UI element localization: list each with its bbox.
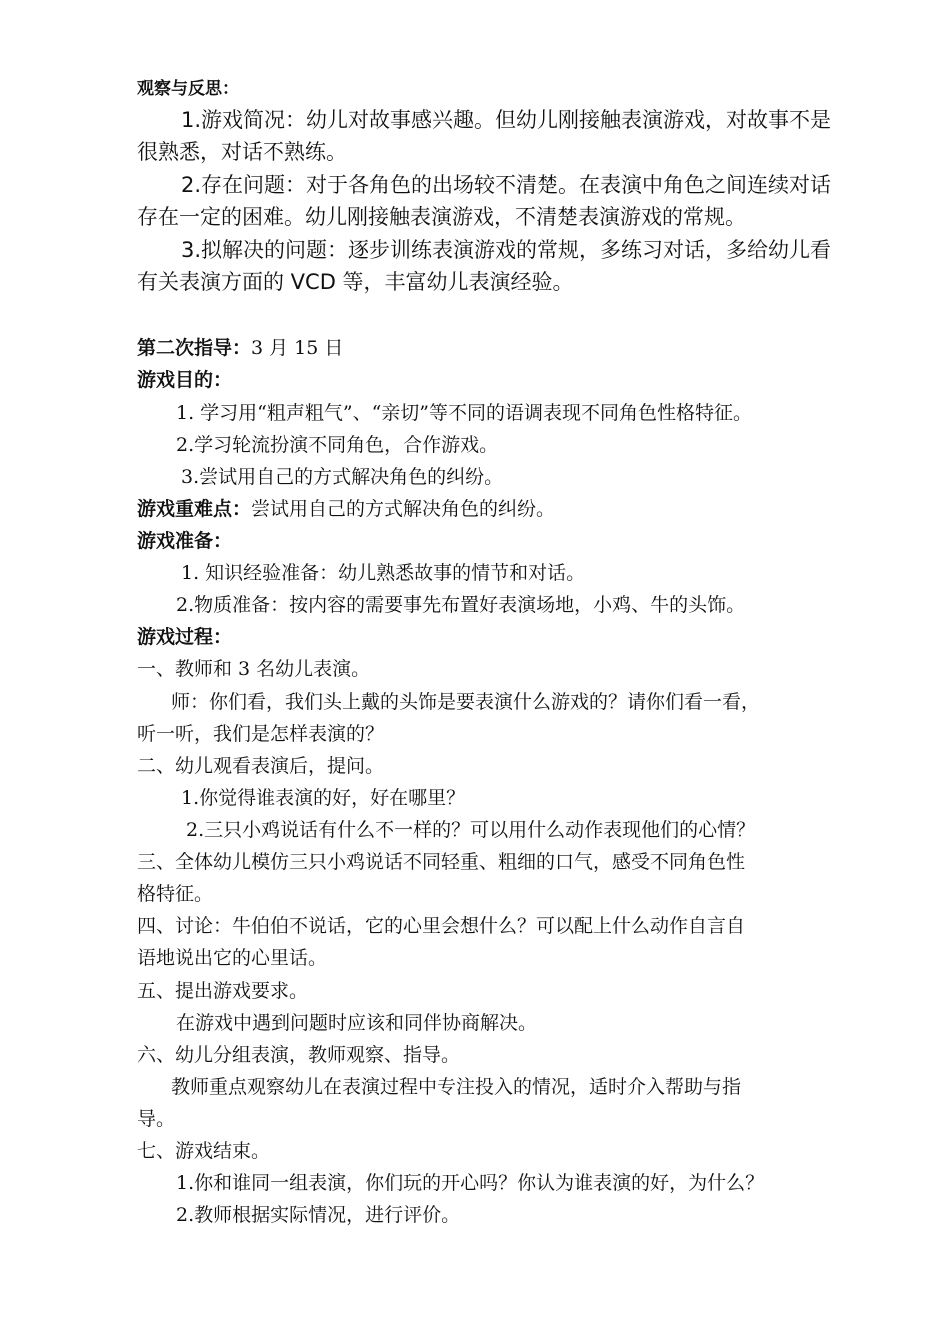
key-point-line xyxy=(137,494,555,521)
prep-item-2: 2.物质准备：按内容的需要事先布置好表演场地，小鸡、牛的头饰。 xyxy=(176,594,746,616)
step-5-text: 在游戏中遇到问题时应该和同伴协商解决。 xyxy=(176,1012,538,1034)
step-4-line2: 语地说出它的心里话。 xyxy=(137,947,328,969)
step-1: 一、教师和 3 名幼儿表演。 xyxy=(137,658,371,680)
step-7-question-1: 1.你和谁同一组表演，你们玩的开心吗？你认为谁表演的好，为什么？ xyxy=(176,1172,765,1194)
goal-item-2: 2.学习轮流扮演不同角色，合作游戏。 xyxy=(176,434,499,456)
step-7-question-2: 2.教师根据实际情况，进行评价。 xyxy=(176,1204,461,1226)
step-2-question-2: 2.三只小鸡说话有什么不一样的？可以用什么动作表现他们的心情？ xyxy=(186,819,756,841)
step-2: 二、幼儿观看表演后，提问。 xyxy=(137,755,385,777)
reflection-heading: 观察与反思： xyxy=(137,79,239,99)
reflection-p3-line2: 有关表演方面的 VCD 等，丰富幼儿表演经验。 xyxy=(137,270,574,294)
reflection-p3-line1: 3.拟解决的问题：逐步训练表演游戏的常规，多练习对话，多给幼儿看 xyxy=(181,238,832,262)
key-point-text: 尝试用自己的方式解决角色的纠纷。 xyxy=(251,498,556,520)
step-2-question-1: 1.你觉得谁表演的好，好在哪里？ xyxy=(181,787,466,809)
second-guidance-heading xyxy=(137,333,343,360)
step-6-line1: 教师重点观察幼儿在表演过程中专注投入的情况，适时介入帮助与指 xyxy=(171,1076,742,1098)
step-6: 六、幼儿分组表演，教师观察、指导。 xyxy=(137,1044,461,1066)
prep-heading: 游戏准备： xyxy=(137,530,233,552)
step-1-line1: 师：你们看，我们头上戴的头饰是要表演什么游戏的？请你们看一看， xyxy=(171,691,761,713)
reflection-p1-line2: 很熟悉，对话不熟练。 xyxy=(137,140,347,164)
reflection-p1-line1: 1.游戏简况：幼儿对故事感兴趣。但幼儿刚接触表演游戏，对故事不是 xyxy=(181,108,832,132)
process-heading: 游戏过程： xyxy=(137,626,233,648)
prep-item-1: 1. 知识经验准备：幼儿熟悉故事的情节和对话。 xyxy=(181,562,586,584)
step-5: 五、提出游戏要求。 xyxy=(137,980,309,1002)
second-guidance-label: 第二次指导： xyxy=(137,337,252,359)
step-3-line1: 三、全体幼儿模仿三只小鸡说话不同轻重、粗细的口气，感受不同角色性 xyxy=(137,851,746,873)
goal-item-1: 1. 学习用“粗声粗气”、“亲切”等不同的语调表现不同角色性格特征。 xyxy=(176,402,753,424)
key-point-label: 游戏重难点： xyxy=(137,498,252,520)
step-7: 七、游戏结束。 xyxy=(137,1140,271,1162)
step-4-line1: 四、讨论：牛伯伯不说话，它的心里会想什么？可以配上什么动作自言自 xyxy=(137,915,746,937)
goal-heading: 游戏目的： xyxy=(137,369,233,391)
step-6-line2: 导。 xyxy=(137,1108,176,1130)
reflection-p2-line1: 2.存在问题：对于各角色的出场较不清楚。在表演中角色之间连续对话 xyxy=(181,173,832,197)
reflection-p2-line2: 存在一定的困难。幼儿刚接触表演游戏，不清楚表演游戏的常规。 xyxy=(137,205,746,229)
goal-item-3: 3.尝试用自己的方式解决角色的纠纷。 xyxy=(181,466,504,488)
step-1-line2: 听一听，我们是怎样表演的？ xyxy=(137,723,385,745)
step-3-line2: 格特征。 xyxy=(137,883,214,905)
second-guidance-date: 3 月 15 日 xyxy=(251,337,344,359)
